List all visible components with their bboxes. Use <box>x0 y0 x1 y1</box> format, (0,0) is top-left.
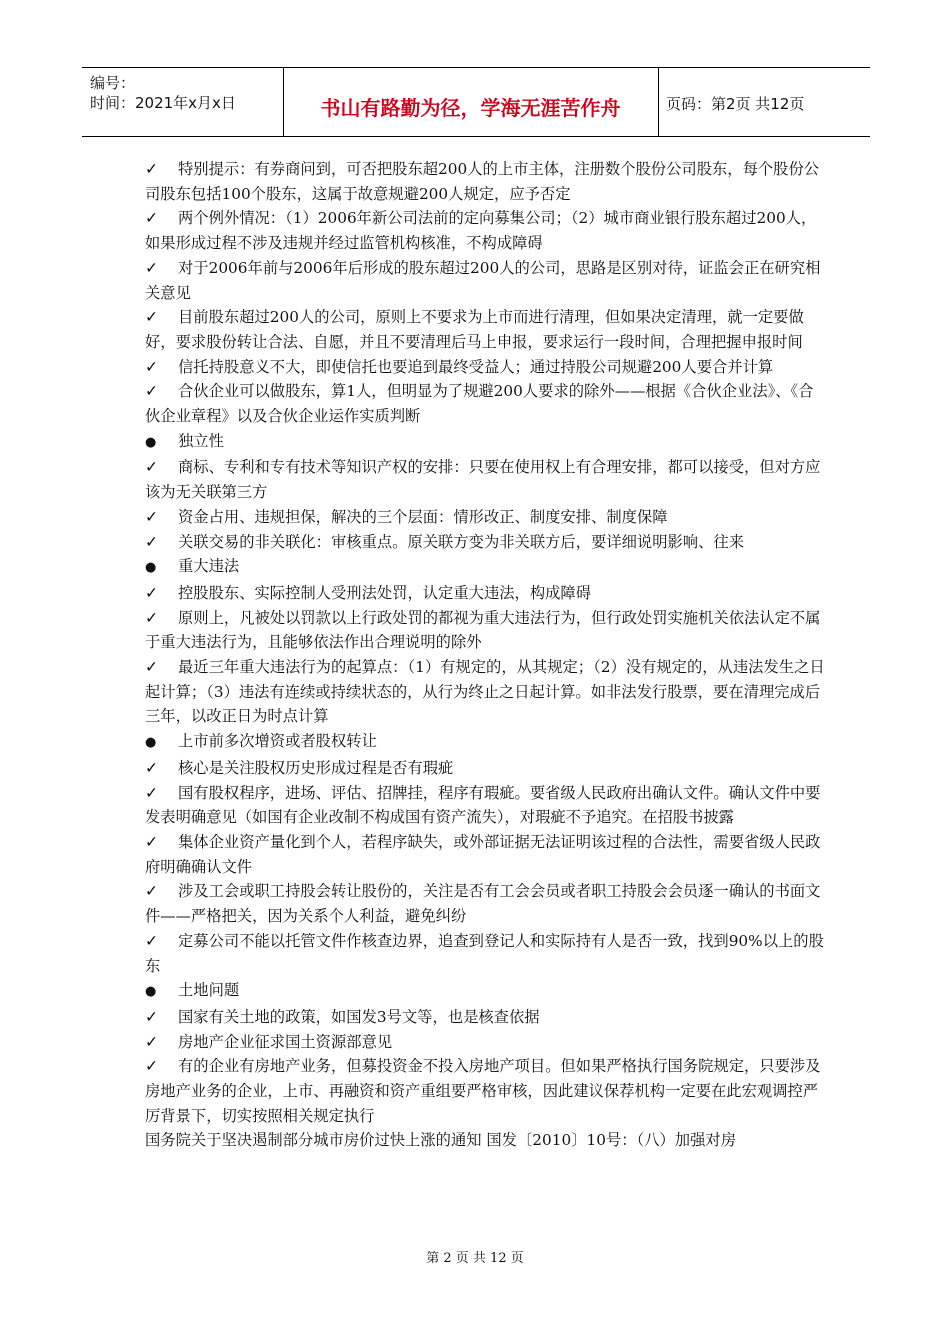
section-heading <box>145 729 825 756</box>
checklist-item <box>145 505 825 530</box>
checkmark-icon: ✓ <box>145 658 158 677</box>
item-text: 定募公司不能以托管文件作核查边界，追查到登记人和实际持有人是否一致，找到90%以上的股东 <box>145 931 824 975</box>
item-text: 对于2006年前与2006年后形成的股东超过200人的公司，思路是区别对待，证监会正在研究相关意见 <box>145 258 821 302</box>
item-text: 国务院关于坚决遏制部分城市房价过快上涨的通知 国发〔2010〕10号：（八）加强对房 <box>145 1131 736 1150</box>
checklist-item <box>145 655 825 729</box>
section-heading <box>145 978 825 1005</box>
checklist-item <box>145 1005 825 1030</box>
checklist-item <box>145 879 825 928</box>
checklist-item <box>145 206 825 255</box>
checkmark-icon: ✓ <box>145 783 158 802</box>
item-text: 国家有关土地的政策，如国发3号文等，也是核查依据 <box>178 1007 540 1026</box>
item-text: 目前股东超过200人的公司，原则上不要求为上市而进行清理，但如果决定清理，就一定要做好，要求股份转让合法、自愿，并且不要清理后马上申报，要求运行一段时间，合理把握申报时间 <box>145 308 804 351</box>
checkmark-icon: ✓ <box>145 608 158 627</box>
checkmark-icon: ✓ <box>145 507 158 526</box>
item-text: 资金占用、违规担保，解决的三个层面：情形改正、制度安排、制度保障 <box>178 507 668 526</box>
checkmark-icon: ✓ <box>145 209 158 228</box>
checklist-item <box>145 355 825 380</box>
item-text: 上市前多次增资或者股权转让 <box>178 732 377 751</box>
checklist-item <box>145 606 825 655</box>
bullet-dot-icon: ● <box>145 735 157 751</box>
checklist-item <box>145 530 825 555</box>
checklist-item <box>145 581 825 606</box>
checkmark-icon: ✓ <box>145 1057 158 1076</box>
checklist-item <box>145 455 825 504</box>
checklist-item <box>145 256 825 305</box>
checkmark-icon: ✓ <box>145 882 158 901</box>
checklist-item <box>145 305 825 354</box>
header-motto-cell <box>283 68 659 136</box>
checkmark-icon: ✓ <box>145 832 158 851</box>
checklist-item <box>145 1054 825 1128</box>
bullet-dot-icon: ● <box>145 984 157 1000</box>
header-motto: 书山有路勤为径，学海无涯苦作舟 <box>320 96 621 120</box>
checkmark-icon: ✓ <box>145 532 158 551</box>
checklist-item <box>145 830 825 879</box>
item-text: 有的企业有房地产业务，但募投资金不投入房地产项目。但如果严格执行国务院规定，只要涉及房地产业务的企业，上市、再融资和资产重组要严格审核，因此建议保荐机构一定要在此宏观调控严厉背景下，切实按照相关规定执行 <box>145 1057 821 1125</box>
section-heading <box>145 429 825 456</box>
item-text: 关联交易的非关联化：审核重点。原关联方变为非关联方后，要详细说明影响、往来 <box>178 532 744 551</box>
checklist-item <box>145 781 825 830</box>
checkmark-icon: ✓ <box>145 258 158 277</box>
checkmark-icon: ✓ <box>145 583 158 602</box>
item-text: 控股股东、实际控制人受刑法处罚，认定重大违法，构成障碍 <box>178 583 592 602</box>
item-text: 特别提示：有券商问到，可否把股东超200人的上市主体，注册数个股份公司股东，每个股份公司股东包括100个股东，这属于故意规避200人规定，应予否定 <box>145 160 820 203</box>
item-text: 核心是关注股权历史形成过程是否有瑕疵 <box>178 758 454 777</box>
checkmark-icon: ✓ <box>145 382 158 401</box>
item-text: 原则上，凡被处以罚款以上行政处罚的都视为重大违法行为，但行政处罚实施机关依法认定不属于重大违法行为，且能够依法作出合理说明的除外 <box>145 608 821 652</box>
header-meta-cell <box>82 68 284 136</box>
bullet-dot-icon: ● <box>145 434 157 450</box>
item-text: 涉及工会或职工持股会转让股份的，关注是否有工会会员或者职工持股会会员逐一确认的书面文件——严格把关，因为关系个人利益，避免纠纷 <box>145 882 821 926</box>
item-text: 国有股权程序，进场、评估、招牌挂，程序有瑕疵。要省级人民政府出确认文件。确认文件中要发表明确意见（如国有企业改制不构成国有资产流失），对瑕疵不予追究。在招股书披露 <box>145 783 821 827</box>
checkmark-icon: ✓ <box>145 931 158 950</box>
checkmark-icon: ✓ <box>145 160 158 178</box>
header-page-cell <box>658 68 870 136</box>
checklist-item <box>145 379 825 428</box>
checklist-item <box>145 1030 825 1055</box>
checklist-item <box>145 756 825 781</box>
checkmark-icon: ✓ <box>145 1032 158 1051</box>
item-text: 最近三年重大违法行为的起算点：（1）有规定的，从其规定；（2）没有规定的，从违法发生之日起计算；（3）违法有连续或持续状态的，从行为终止之日起计算。如非法发行股票，要在清理完成后三年，以改正日为时点计算 <box>145 658 825 726</box>
page-footer: 第 2 页 共 12 页 <box>426 1251 524 1266</box>
item-text: 土地问题 <box>178 981 240 1000</box>
checkmark-icon: ✓ <box>145 308 158 327</box>
document-number-label: 编号： <box>90 74 136 92</box>
item-text: 重大违法 <box>178 557 240 576</box>
item-text: 房地产企业征求国土资源部意见 <box>178 1032 393 1051</box>
checklist-item <box>145 157 825 206</box>
bullet-dot-icon: ● <box>145 560 157 576</box>
checkmark-icon: ✓ <box>145 758 158 777</box>
page-header <box>82 67 870 137</box>
paragraph <box>145 1128 825 1153</box>
item-text: 独立性 <box>178 431 224 450</box>
header-page-number: 页码：第2页 共12页 <box>666 95 805 113</box>
item-text: 合伙企业可以做股东，算1人，但明显为了规避200人要求的除外——根据《合伙企业法》、《合伙企业章程》以及合伙企业运作实质判断 <box>145 382 814 426</box>
item-text: 信托持股意义不大，即使信托也要追到最终受益人；通过持股公司规避200人要合并计算 <box>178 357 774 376</box>
document-time-label: 时间：2021年x月x日 <box>90 94 236 112</box>
section-heading <box>145 554 825 581</box>
document-body <box>145 157 825 1153</box>
item-text: 商标、专利和专有技术等知识产权的安排：只要在使用权上有合理安排，都可以接受，但对方应该为无关联第三方 <box>145 458 821 502</box>
checkmark-icon: ✓ <box>145 357 158 376</box>
item-text: 集体企业资产量化到个人，若程序缺失，或外部证据无法证明该过程的合法性，需要省级人民政府明确确认文件 <box>145 832 821 876</box>
checkmark-icon: ✓ <box>145 1007 158 1026</box>
checklist-item <box>145 929 825 978</box>
item-text: 两个例外情况：（1）2006年新公司法前的定向募集公司；（2）城市商业银行股东超过200人，如果形成过程不涉及违规并经过监管机构核准，不构成障碍 <box>145 209 817 253</box>
checkmark-icon: ✓ <box>145 458 158 477</box>
